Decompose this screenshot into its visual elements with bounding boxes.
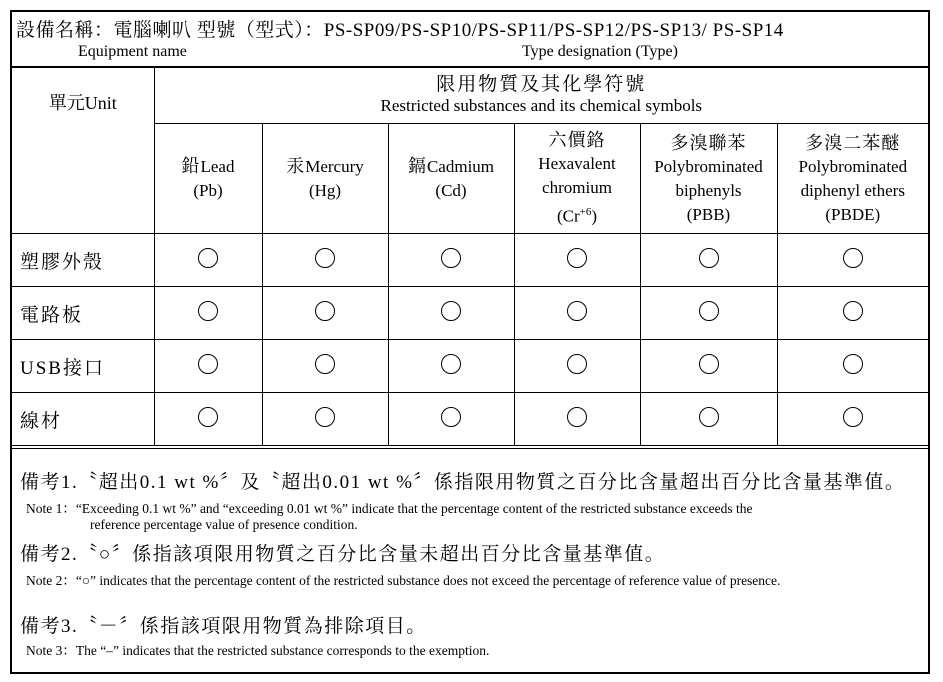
mark-cell	[640, 340, 777, 393]
substance-en: Mercury	[305, 157, 364, 176]
type-designation-en: Type designation (Type)	[522, 43, 678, 60]
equipment-title: 設備名稱：電腦喇叭 型號（型式）：PS-SP09/PS-SP10/PS-SP11/PS-SP12/PS-SP13/ PS-SP14	[16, 20, 784, 41]
substance-zh: 汞	[286, 156, 306, 176]
mark-cell	[154, 340, 262, 393]
substance-zh: 多溴二苯醚	[805, 132, 901, 153]
rohs-declaration	[10, 10, 930, 674]
mark-cell	[262, 287, 388, 340]
note-1-en-continued: reference percentage value of presence condition.	[90, 517, 358, 532]
notes-section	[12, 448, 928, 672]
compliant-circle-icon	[567, 301, 587, 321]
mark-cell	[388, 393, 514, 446]
mark-cell	[640, 234, 777, 287]
substance-symbol: (Hg)	[308, 181, 342, 200]
unit-name: USB接口	[12, 340, 154, 393]
unit-header	[12, 67, 154, 234]
unit-name: 電路板	[12, 287, 154, 340]
compliant-circle-icon	[315, 354, 335, 374]
mark-cell	[154, 234, 262, 287]
substance-en: Hexavalent chromium	[538, 154, 616, 198]
unit-name: 塑膠外殼	[12, 234, 154, 287]
mark-cell	[514, 393, 640, 446]
compliant-circle-icon	[699, 354, 719, 374]
compliant-circle-icon	[699, 407, 719, 427]
note-3-zh: 備考3.〝－〞係指該項限用物質為排除項目。	[20, 616, 427, 637]
compliant-circle-icon	[441, 354, 461, 374]
substance-symbol: (Pb)	[193, 181, 223, 200]
substance-en: Lead	[200, 157, 235, 176]
table-row	[12, 287, 928, 340]
substance-header	[154, 124, 262, 234]
substance-header	[388, 124, 514, 234]
substance-header	[777, 124, 928, 234]
substance-table	[12, 66, 928, 446]
compliant-circle-icon	[843, 354, 863, 374]
note-2-zh: 備考2.〝○〞係指該項限用物質之百分比含量未超出百分比含量基準值。	[20, 544, 666, 565]
compliant-circle-icon	[198, 301, 218, 321]
restricted-header	[154, 67, 928, 124]
mark-cell	[640, 287, 777, 340]
substance-en: Polybrominated diphenyl ethers	[798, 156, 908, 200]
mark-cell	[777, 234, 928, 287]
equipment-name-en: Equipment name	[78, 43, 187, 60]
mark-cell	[514, 234, 640, 287]
mark-cell	[514, 340, 640, 393]
mark-cell	[777, 340, 928, 393]
substance-symbol: $(Cr^{+6})$	[556, 206, 598, 226]
mark-cell	[262, 234, 388, 287]
compliant-circle-icon	[315, 301, 335, 321]
compliant-circle-icon	[441, 248, 461, 268]
restricted-header-en: Restricted substances and its chemical symbols	[380, 96, 703, 115]
substance-zh: 鉛	[181, 156, 201, 176]
restricted-header-zh: 限用物質及其化學符號	[436, 74, 647, 95]
substance-zh: 多溴聯苯	[670, 132, 747, 153]
compliant-circle-icon	[567, 354, 587, 374]
mark-cell	[262, 393, 388, 446]
mark-cell	[154, 287, 262, 340]
compliant-circle-icon	[315, 248, 335, 268]
note-3-en: Note 3：The “–” indicates that the restricted substance corresponds to the exemption.	[26, 643, 490, 658]
substance-header	[514, 124, 640, 234]
substance-symbol: (PBB)	[686, 204, 731, 224]
compliant-circle-icon	[843, 301, 863, 321]
substance-zh: 六價鉻	[548, 130, 606, 151]
compliant-circle-icon	[198, 354, 218, 374]
note-2-en: Note 2：“○” indicates that the percentage content of the restricted substance does not exceed the percentage of reference value of presence.	[26, 573, 781, 588]
mark-cell	[388, 234, 514, 287]
compliant-circle-icon	[441, 301, 461, 321]
compliant-circle-icon	[699, 301, 719, 321]
mark-cell	[777, 287, 928, 340]
compliant-circle-icon	[567, 248, 587, 268]
compliant-circle-icon	[843, 407, 863, 427]
compliant-circle-icon	[198, 248, 218, 268]
unit-header-label: 單元Unit	[48, 93, 117, 113]
compliant-circle-icon	[198, 407, 218, 427]
substance-en: Cadmium	[426, 157, 495, 176]
substance-en: Polybrominated biphenyls	[654, 156, 763, 200]
compliant-circle-icon	[441, 407, 461, 427]
substance-symbol: (PBDE)	[825, 204, 881, 224]
substance-zh: 鎘	[407, 156, 427, 176]
table-row	[12, 393, 928, 446]
mark-cell	[514, 287, 640, 340]
table-row	[12, 234, 928, 287]
note-1-en: Note 1：“Exceeding 0.1 wt %” and “exceeding 0.01 wt %” indicate that the percentage content of the restricted substance exceeds the	[26, 501, 753, 516]
note-1-zh: 備考1.〝超出0.1 wt %〞及〝超出0.01 wt %〞係指限用物質之百分比含量超出百分比含量基準值。	[20, 472, 906, 493]
mark-cell	[388, 340, 514, 393]
mark-cell	[640, 393, 777, 446]
mark-cell	[777, 393, 928, 446]
unit-name: 線材	[12, 393, 154, 446]
compliant-circle-icon	[315, 407, 335, 427]
compliant-circle-icon	[699, 248, 719, 268]
declaration-header	[12, 12, 928, 68]
compliant-circle-icon	[567, 407, 587, 427]
compliant-circle-icon	[843, 248, 863, 268]
substance-header	[262, 124, 388, 234]
mark-cell	[154, 393, 262, 446]
mark-cell	[262, 340, 388, 393]
substance-header	[640, 124, 777, 234]
substance-symbol: (Cd)	[435, 181, 467, 200]
table-row	[12, 340, 928, 393]
mark-cell	[388, 287, 514, 340]
